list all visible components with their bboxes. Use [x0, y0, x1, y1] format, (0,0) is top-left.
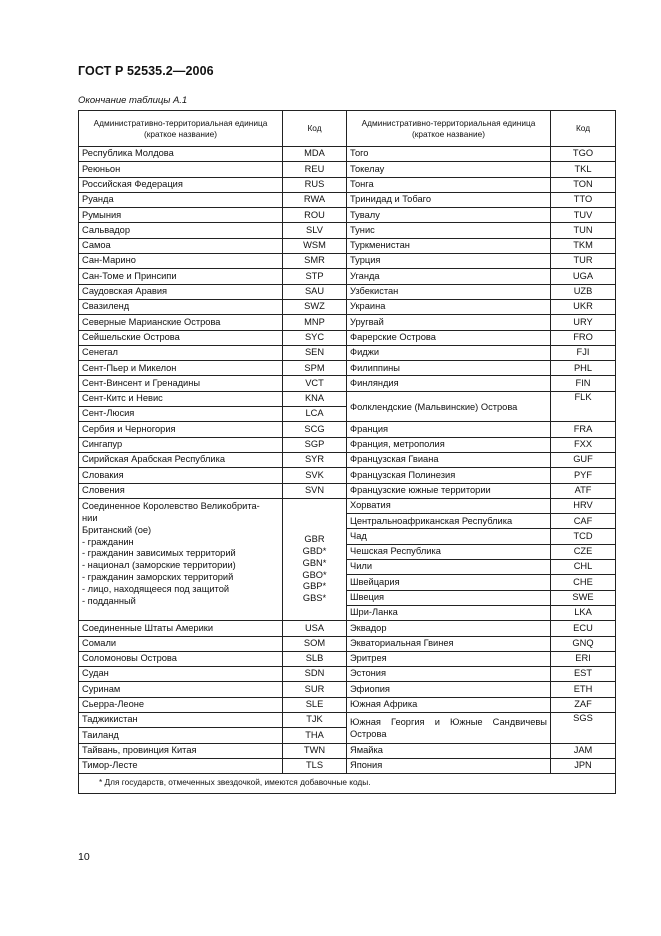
table-header-row: [79, 111, 616, 147]
country-code: ETH: [551, 682, 616, 697]
country-code: SGS: [551, 712, 616, 743]
country-name: Французская Полинезия: [347, 468, 551, 483]
country-name: Чад: [347, 529, 551, 544]
country-code: TKL: [551, 162, 616, 177]
country-name: Словакия: [79, 468, 283, 483]
table-row: [79, 437, 616, 452]
col-header-name-left: Административно-территориальная единица (краткое название): [79, 111, 283, 147]
country-name: Суринам: [79, 682, 283, 697]
gb-composite-codes: [283, 498, 347, 620]
country-code: FIN: [551, 376, 616, 391]
country-code: TLS: [283, 758, 347, 773]
country-code: WSM: [283, 238, 347, 253]
country-code: ECU: [551, 621, 616, 636]
country-code: TUR: [551, 254, 616, 269]
table-row: [79, 636, 616, 651]
table-row: [79, 376, 616, 391]
country-name: Эстония: [347, 667, 551, 682]
country-name: Ямайка: [347, 743, 551, 758]
gb-code-line: GBS*: [302, 593, 327, 604]
country-name: Соломоновы Острова: [79, 651, 283, 666]
country-code: SLB: [283, 651, 347, 666]
country-code: TUN: [551, 223, 616, 238]
country-name: Сингапур: [79, 437, 283, 452]
country-name: Республика Молдова: [79, 147, 283, 162]
table-row: [79, 697, 616, 712]
country-name: Румыния: [79, 208, 283, 223]
country-code: CZE: [551, 544, 616, 559]
country-code: SYR: [283, 452, 347, 467]
gb-name-line: Британский (ое): [82, 524, 152, 535]
table-caption: Окончание таблицы А.1: [78, 95, 188, 106]
country-code: SCG: [283, 422, 347, 437]
country-code: FRO: [551, 330, 616, 345]
country-code: SWE: [551, 590, 616, 605]
country-code: SAU: [283, 284, 347, 299]
table-row: [79, 345, 616, 360]
country-name: Сент-Винсент и Гренадины: [79, 376, 283, 391]
country-code: CAF: [551, 514, 616, 529]
country-name: Тувалу: [347, 208, 551, 223]
country-code: RUS: [283, 177, 347, 192]
country-code: FXX: [551, 437, 616, 452]
table-row: [79, 667, 616, 682]
gb-code-line: GBN*: [302, 557, 327, 568]
country-name: Тринидад и Тобаго: [347, 192, 551, 207]
country-code: UGA: [551, 269, 616, 284]
country-code: EST: [551, 667, 616, 682]
country-name: Эритрея: [347, 651, 551, 666]
country-name: Фиджи: [347, 345, 551, 360]
table-row: [79, 254, 616, 269]
country-name: Французская Гвиана: [347, 452, 551, 467]
country-code: RWA: [283, 192, 347, 207]
country-code: USA: [283, 621, 347, 636]
country-code: CHE: [551, 575, 616, 590]
country-name: Российская Федерация: [79, 177, 283, 192]
table-body: [79, 147, 616, 774]
country-code: LKA: [551, 605, 616, 620]
table-row: [79, 452, 616, 467]
table-row: [79, 162, 616, 177]
country-code: SEN: [283, 345, 347, 360]
gb-code-line: GBD*: [302, 545, 327, 556]
country-code: GNQ: [551, 636, 616, 651]
country-name: Тимор-Лесте: [79, 758, 283, 773]
table-row: [79, 147, 616, 162]
country-name: Уругвай: [347, 315, 551, 330]
country-code: PYF: [551, 468, 616, 483]
country-name: Сальвадор: [79, 223, 283, 238]
country-name: Сент-Китс и Невис: [79, 391, 283, 406]
country-code: TGO: [551, 147, 616, 162]
country-code: JPN: [551, 758, 616, 773]
country-name: Туркменистан: [347, 238, 551, 253]
country-name: Сенегал: [79, 345, 283, 360]
country-name: Южная Африка: [347, 697, 551, 712]
country-code: UZB: [551, 284, 616, 299]
table-row: [79, 315, 616, 330]
country-code: CHL: [551, 560, 616, 575]
country-code: TUV: [551, 208, 616, 223]
footnote: * Для государств, отмеченных звездочкой, имеются добавочные коды.: [79, 774, 616, 794]
table-row: [79, 651, 616, 666]
country-code: SMR: [283, 254, 347, 269]
table-row: [79, 284, 616, 299]
gb-name-line: - гражданин: [82, 536, 134, 547]
country-code: FJI: [551, 345, 616, 360]
gb-name-line: нии: [82, 512, 98, 523]
gb-name-line: - гражданин заморских территорий: [82, 572, 234, 583]
country-name: Сербия и Черногория: [79, 422, 283, 437]
country-name: Тайвань, провинция Китая: [79, 743, 283, 758]
country-code: TTO: [551, 192, 616, 207]
country-name: Эфиопия: [347, 682, 551, 697]
table-row: [79, 682, 616, 697]
country-code: SUR: [283, 682, 347, 697]
table-row: [79, 743, 616, 758]
page-number: 10: [78, 851, 90, 863]
country-code: SVK: [283, 468, 347, 483]
country-name: Экваториальная Гвинея: [347, 636, 551, 651]
country-name: Франция, метрополия: [347, 437, 551, 452]
country-code: URY: [551, 315, 616, 330]
table-row: [79, 223, 616, 238]
country-name: Токелау: [347, 162, 551, 177]
country-code: TKM: [551, 238, 616, 253]
country-code: FRA: [551, 422, 616, 437]
country-name: Сейшельские Острова: [79, 330, 283, 345]
country-code: PHL: [551, 361, 616, 376]
country-code: MDA: [283, 147, 347, 162]
country-code: ATF: [551, 483, 616, 498]
country-code: VCT: [283, 376, 347, 391]
country-name: Уганда: [347, 269, 551, 284]
country-code: THA: [283, 728, 347, 743]
country-code: TJK: [283, 712, 347, 727]
country-code: SOM: [283, 636, 347, 651]
country-code: SYC: [283, 330, 347, 345]
document-title: ГОСТ Р 52535.2—2006: [78, 64, 214, 78]
country-code: SDN: [283, 667, 347, 682]
table-row: [79, 330, 616, 345]
country-name: Сьерра-Леоне: [79, 697, 283, 712]
country-name: Шри-Ланка: [347, 605, 551, 620]
gb-name-line: - национал (заморские территории): [82, 560, 236, 571]
country-name: Чешская Республика: [347, 544, 551, 559]
country-name: Сент-Пьер и Микелон: [79, 361, 283, 376]
country-name: Судан: [79, 667, 283, 682]
table-row: [79, 758, 616, 773]
country-code: SLV: [283, 223, 347, 238]
country-name: Саудовская Аравия: [79, 284, 283, 299]
table-row: [79, 422, 616, 437]
country-name: Самоа: [79, 238, 283, 253]
country-code: SGP: [283, 437, 347, 452]
gb-name-line: Соединенное Королевство Великобрита-: [82, 500, 260, 511]
country-code: TCD: [551, 529, 616, 544]
country-name: Финляндия: [347, 376, 551, 391]
country-code: TON: [551, 177, 616, 192]
table-row: [79, 391, 616, 406]
gb-code-line: GBO*: [302, 569, 327, 580]
country-name: Соединенные Штаты Америки: [79, 621, 283, 636]
country-name: Франция: [347, 422, 551, 437]
country-name: Таджикистан: [79, 712, 283, 727]
country-name: Словения: [79, 483, 283, 498]
country-name: Чили: [347, 560, 551, 575]
country-name: Сан-Томе и Принсипи: [79, 269, 283, 284]
country-code: MNP: [283, 315, 347, 330]
gb-code-line: GBR: [304, 533, 325, 544]
country-name: Фарерские Острова: [347, 330, 551, 345]
table-row: [79, 621, 616, 636]
col-header-name-right: Административно-территориальная единица (краткое название): [347, 111, 551, 147]
table-row: [79, 269, 616, 284]
country-name: Швейцария: [347, 575, 551, 590]
country-name: Французские южные территории: [347, 483, 551, 498]
country-name: Украина: [347, 299, 551, 314]
country-code: ERI: [551, 651, 616, 666]
country-name: Турция: [347, 254, 551, 269]
gb-code-line: GBP*: [302, 581, 327, 592]
col-header-code-left: Код: [283, 111, 347, 147]
country-name: Тунис: [347, 223, 551, 238]
country-code: SLE: [283, 697, 347, 712]
country-name: Руанда: [79, 192, 283, 207]
table-row: [79, 208, 616, 223]
country-name: Южная Георгия и Южные Сандвичевы Острова: [347, 712, 551, 743]
country-code: JAM: [551, 743, 616, 758]
country-name: Швеция: [347, 590, 551, 605]
table-row: [79, 361, 616, 376]
table-row: [79, 498, 616, 513]
country-name: Тонга: [347, 177, 551, 192]
country-code: REU: [283, 162, 347, 177]
country-name: Таиланд: [79, 728, 283, 743]
country-name: Фолклендские (Мальвинские) Острова: [347, 391, 551, 422]
country-name: Сент-Люсия: [79, 407, 283, 422]
country-code: STP: [283, 269, 347, 284]
country-name: Сомали: [79, 636, 283, 651]
country-code: LCA: [283, 407, 347, 422]
table-row: [79, 238, 616, 253]
country-code: FLK: [551, 391, 616, 422]
country-code: ROU: [283, 208, 347, 223]
country-name: Северные Марианские Острова: [79, 315, 283, 330]
gb-composite-name: [79, 498, 283, 620]
table-row: [79, 468, 616, 483]
table-row: [79, 712, 616, 727]
country-name: Узбекистан: [347, 284, 551, 299]
country-name: Эквадор: [347, 621, 551, 636]
country-code: HRV: [551, 498, 616, 513]
country-name: Филиппины: [347, 361, 551, 376]
gb-name-line: - лицо, находящееся под защитой: [82, 584, 230, 595]
country-name: Сирийская Арабская Республика: [79, 452, 283, 467]
country-code-table: [78, 110, 616, 794]
footnote-row: [79, 774, 616, 794]
country-code: TWN: [283, 743, 347, 758]
country-name: Центральноафриканская Республика: [347, 514, 551, 529]
table-row: [79, 483, 616, 498]
country-name: Свазиленд: [79, 299, 283, 314]
country-code: SVN: [283, 483, 347, 498]
country-name: Хорватия: [347, 498, 551, 513]
col-header-code-right: Код: [551, 111, 616, 147]
country-code: GUF: [551, 452, 616, 467]
table-row: [79, 299, 616, 314]
country-code: SWZ: [283, 299, 347, 314]
country-name: Того: [347, 147, 551, 162]
country-name: Сан-Марино: [79, 254, 283, 269]
gb-name-line: - подданный: [82, 596, 136, 607]
country-name: Япония: [347, 758, 551, 773]
country-code: UKR: [551, 299, 616, 314]
country-code: SPM: [283, 361, 347, 376]
country-code: ZAF: [551, 697, 616, 712]
country-name: Реюньон: [79, 162, 283, 177]
country-code: KNA: [283, 391, 347, 406]
table-row: [79, 177, 616, 192]
table-row: [79, 192, 616, 207]
gb-name-line: - гражданин зависимых территорий: [82, 548, 236, 559]
